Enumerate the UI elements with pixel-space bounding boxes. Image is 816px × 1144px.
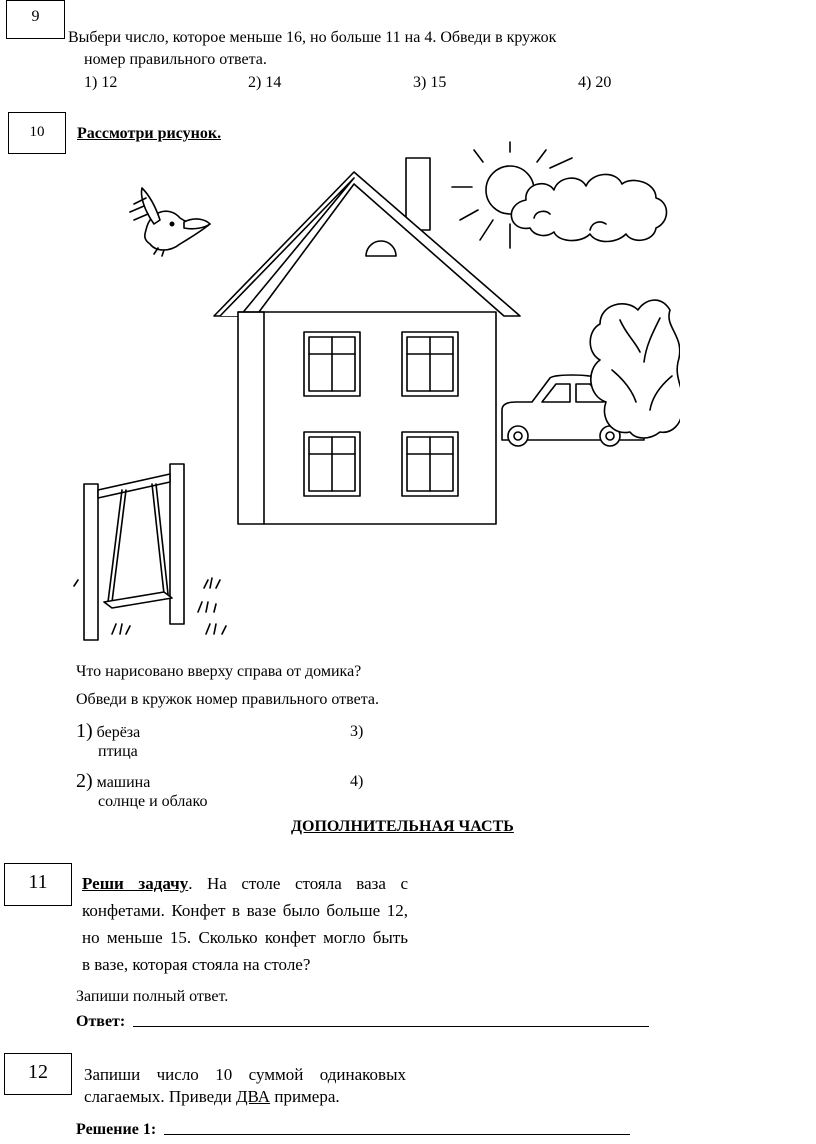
task-10-option-1	[76, 720, 140, 743]
task-9-number: 9	[31, 8, 40, 25]
bird-icon	[130, 188, 210, 256]
task-11-number: 11	[28, 871, 48, 893]
task-11-number-box	[4, 863, 72, 906]
task-11-lead-tail: . На столе стояла ваза с	[188, 874, 408, 893]
task-12-line-2-post: примера.	[270, 1087, 340, 1106]
task-10-option-3-number: 3)	[350, 723, 364, 740]
task-10-option-2-number: 2)	[76, 770, 93, 792]
extra-part-heading: ДОПОЛНИТЕЛЬНАЯ ЧАСТЬ	[291, 818, 514, 835]
task-11-answer-line[interactable]	[133, 1026, 649, 1027]
birch-tree-icon	[590, 300, 680, 522]
task-10-number-box	[8, 112, 66, 154]
swing-icon	[74, 464, 226, 640]
task-9-option-3: 3) 15	[413, 74, 447, 91]
task-9-option-2: 2) 14	[248, 74, 282, 91]
task-12-line-2-pre: слагаемых. Приведи	[84, 1087, 236, 1106]
task-9-option-4: 4) 20	[578, 74, 612, 91]
task-10-option-4-number: 4)	[350, 773, 364, 790]
task-12-solution-line[interactable]	[164, 1134, 630, 1135]
task-10-option-2	[76, 770, 150, 793]
task-11-line-2: конфетами. Конфет в вазе было больше 12,	[82, 901, 408, 920]
task-10-option-2-text: машина	[96, 774, 151, 791]
task-12-line-1: Запиши число 10 суммой одинаковых	[84, 1065, 406, 1084]
task-10-picture	[60, 140, 680, 650]
task-11-lead: Реши задачу	[82, 874, 189, 893]
task-10-number: 10	[29, 124, 45, 140]
task-9-question-cont: номер правильного ответа.	[84, 51, 267, 68]
task-10-option-1-number: 1)	[76, 720, 93, 742]
task-9-number-box	[6, 0, 65, 39]
task-10-question-1: Что нарисовано вверху справа от домика?	[76, 663, 362, 680]
task-12-number-box	[4, 1053, 72, 1095]
task-10-option-3-text: птица	[98, 743, 138, 760]
task-10-heading: Рассмотри рисунок.	[77, 125, 222, 142]
task-11-line-3: но меньше 15. Сколько конфет могло быть	[82, 928, 408, 947]
task-11-line-4: в вазе, которая стояла на столе?	[82, 955, 311, 974]
task-10-option-4-text: солнце и облако	[98, 793, 208, 810]
task-12-emphasis: ДВА	[235, 1087, 271, 1106]
task-12-line-2	[84, 1086, 340, 1108]
cloud-icon	[511, 174, 666, 241]
task-12-solution-label: Решение 1:	[76, 1121, 157, 1138]
task-9-question: Выбери число, которое меньше 16, но больше 11 на 4. Обведи в кружок	[68, 29, 557, 46]
task-10-question-2: Обведи в кружок номер правильного ответа.	[76, 691, 379, 708]
task-11-instruction: Запиши полный ответ.	[76, 988, 229, 1005]
task-11-line-1	[82, 873, 408, 895]
task-12-number: 12	[28, 1061, 48, 1083]
task-9-option-1: 1) 12	[84, 74, 118, 91]
task-10-option-1-text: берёза	[96, 724, 141, 741]
task-11-answer-label: Ответ:	[76, 1013, 126, 1030]
